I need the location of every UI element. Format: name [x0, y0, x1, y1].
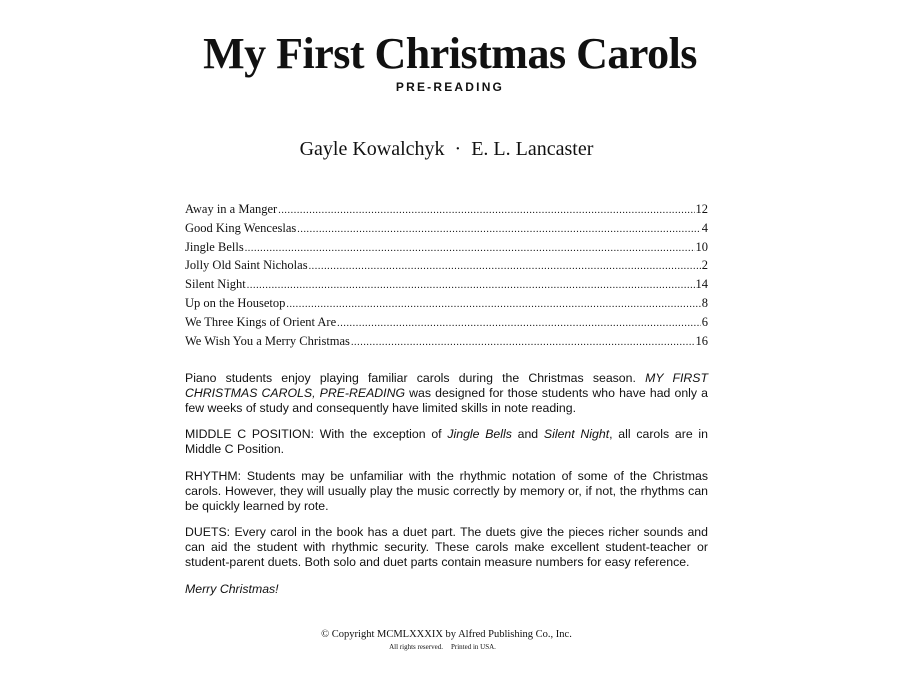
intro-paragraph	[185, 371, 708, 415]
toc-leader-dots	[297, 221, 701, 240]
toc-page-number: 10	[695, 239, 708, 254]
toc-page-number: 14	[695, 277, 708, 292]
paragraph-text: and	[517, 427, 539, 442]
toc-leader-dots	[247, 277, 695, 296]
author-name: E. L. Lancaster	[471, 138, 594, 160]
signoff: Merry Christmas!	[185, 581, 279, 596]
rights-line	[0, 643, 885, 651]
toc-title: Jingle Bells	[185, 239, 244, 254]
author-name: Gayle Kowalchyk	[299, 138, 445, 160]
toc-leader-dots	[286, 296, 700, 315]
song-reference: Silent Night	[543, 427, 610, 442]
author-line	[0, 138, 893, 161]
book-title-reference: MY FIRST CHRISTMAS CAROLS, PRE-READING	[185, 371, 708, 400]
toc-title: We Three Kings of Orient Are	[185, 314, 337, 329]
toc-title: We Wish You a Merry Christmas	[185, 333, 350, 348]
toc-page-number: 6	[701, 314, 708, 329]
toc-page-number: 2	[701, 258, 708, 273]
rights-reserved: All rights reserved.	[389, 643, 443, 651]
toc-title: Jolly Old Saint Nicholas	[185, 258, 308, 273]
rhythm-paragraph: RHYTHM: Students may be unfamiliar with the rhythmic notation of some of the Christmas carols. However, they will usually play the music correctly by memory or, if not, the rhythms can be quickly learned by rote.	[185, 468, 708, 513]
duets-paragraph: DUETS: Every carol in the book has a duet part. The duets give the pieces richer sounds and can aid the student with rhythmic security. These carols make excellent student-teacher or student-parent duets. Both solo and duet parts contain measure numbers for easy reference.	[185, 525, 708, 569]
paragraph-text: MIDDLE C POSITION: With the exception of	[185, 427, 442, 442]
toc-entry	[185, 256, 708, 275]
intro-sentence: was designed for those students who have had only a few weeks of study and consequently have limited skills in note reading.	[185, 385, 708, 415]
book-subtitle: PRE-READING	[395, 80, 505, 94]
toc-entry	[185, 238, 708, 257]
toc-entry	[185, 219, 708, 238]
toc-leader-dots	[278, 202, 694, 221]
toc-title: Silent Night	[185, 277, 246, 292]
middle-c-paragraph	[185, 427, 708, 457]
toc-leader-dots	[351, 334, 695, 353]
intro-sentence: Piano students enjoy playing familiar carols during the Christmas season.	[185, 371, 636, 385]
book-title: My First Christmas Carols	[203, 29, 697, 78]
toc-entry	[185, 313, 708, 332]
toc-leader-dots	[309, 258, 701, 277]
song-reference: Jingle Bells	[447, 427, 512, 442]
toc-entry	[185, 332, 708, 351]
toc-entry	[185, 275, 708, 294]
toc-title: Away in a Manger	[185, 202, 278, 216]
author-separator: ·	[454, 138, 462, 160]
toc-entry	[185, 200, 708, 219]
toc-page-number: 16	[695, 333, 708, 348]
toc-title: Good King Wenceslas	[185, 220, 297, 235]
toc-leader-dots	[245, 240, 695, 259]
toc-title: Up on the Housetop	[185, 295, 286, 310]
printed-in: Printed in USA.	[450, 643, 496, 651]
toc-leader-dots	[337, 315, 701, 334]
table-of-contents	[185, 200, 708, 350]
toc-page-number: 4	[701, 220, 708, 235]
intro-text	[185, 371, 708, 609]
copyright-notice: © Copyright MCMLXXXIX by Alfred Publishing Co., Inc.	[321, 629, 572, 640]
toc-page-number: 12	[695, 202, 708, 216]
paragraph-text: , all carols are in Middle C Position.	[185, 427, 708, 457]
toc-page-number: 8	[701, 295, 708, 310]
toc-entry	[185, 294, 708, 313]
